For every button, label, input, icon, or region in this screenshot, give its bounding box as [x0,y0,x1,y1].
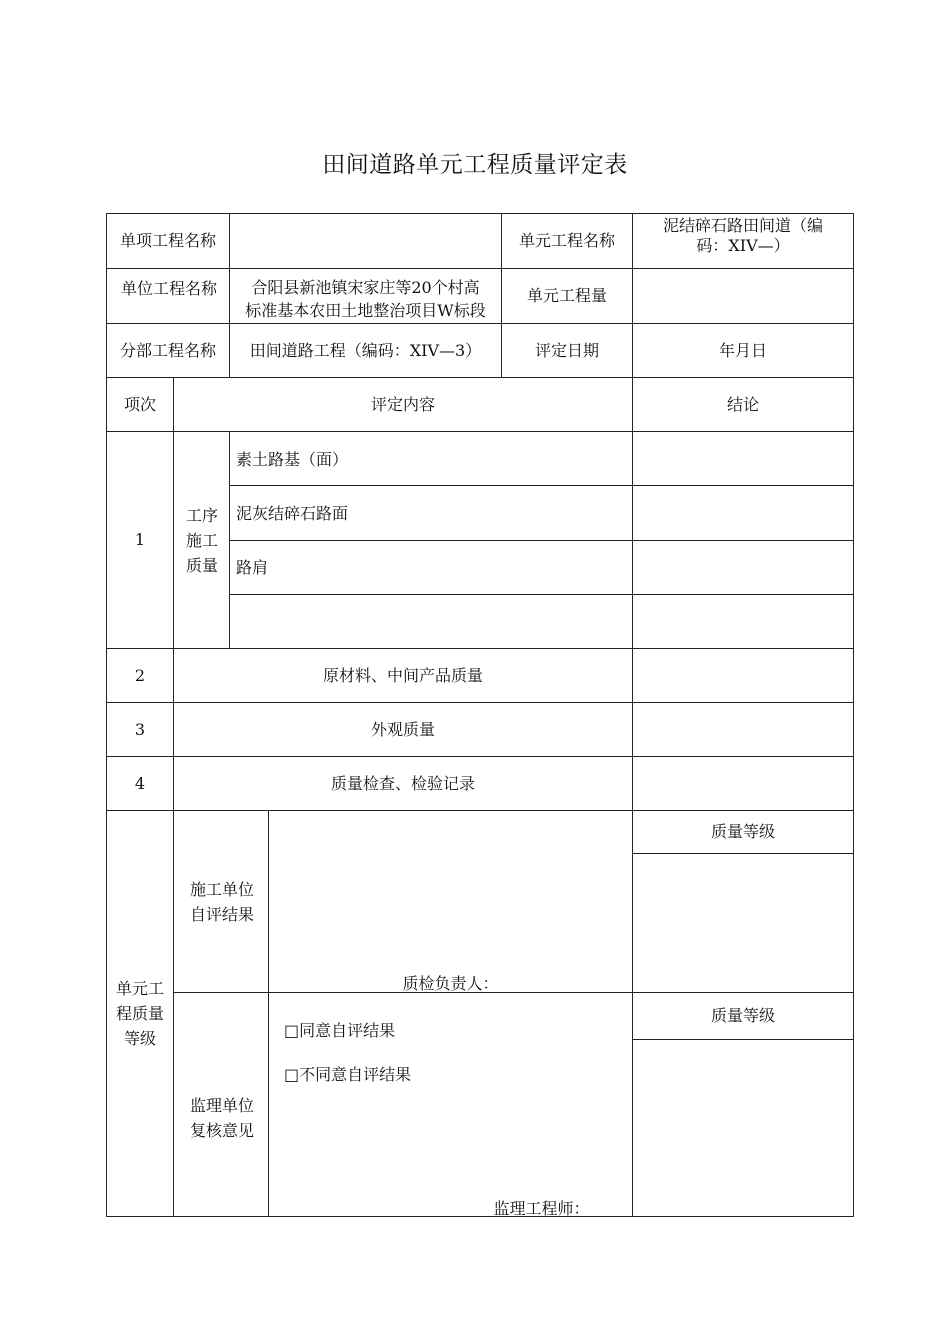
sub-project-value: 田间道路工程（编码：XIV—3） [249,340,482,360]
unit-project-name-text: 泥结碎石路田间道（编码：XIV—） [662,216,823,255]
supervision-review-text: 监理单位复核意见 [189,1095,254,1140]
row-line [632,1039,854,1040]
row4-content: 质量检查、检验记录 [330,773,475,793]
sub-project-label: 分部工程名称 [119,340,216,360]
row3-content: 外观质量 [370,719,435,739]
row3-number: 3 [134,719,146,739]
grade-label-text: 单元工程质量等级 [115,979,164,1048]
unit-quantity-value [633,269,853,323]
quality-level-label-2: 质量等级 [710,1006,775,1025]
construction-self-eval-label [184,811,260,992]
unit-project-name-label: 单元工程名称 [518,231,615,250]
eval-date-value: 年月日 [718,340,767,360]
row1-number: 1 [134,530,146,549]
row2-content: 原材料、中间产品质量 [322,665,483,685]
row-line [229,594,854,595]
row-line [632,853,854,854]
grade-label [112,811,168,1216]
unit-quantity-label: 单元工程量 [526,286,607,305]
item-project-label: 单项工程名称 [119,231,216,250]
item-project-value [230,214,501,268]
row2-number: 2 [134,665,146,685]
unit-name-label: 单位工程名称 [121,279,218,298]
construction-self-eval-text: 施工单位自评结果 [189,879,254,924]
row-line [229,485,854,486]
quality-inspector-sign: 质检负责人： [402,974,499,993]
supervision-engineer-sign: 监理工程师： [493,1199,590,1218]
supervision-review-label [184,993,260,1216]
col-header-item: 项次 [123,394,156,414]
unit-name-value-line1: 合阳县新池镇宋家庄等20个村高 [251,278,480,297]
quality-level-label-1: 质量等级 [710,822,775,841]
eval-date-label: 评定日期 [534,340,599,360]
unit-name-value-line2: 标准基本农田土地整治项目W标段 [245,301,486,320]
row4-number: 4 [134,773,146,793]
page-title: 田间道路单元工程质量评定表 [322,152,628,178]
row1-group-text: 工序施工质量 [185,505,218,575]
row1-group [184,432,220,648]
row-line [229,540,854,541]
col-line [268,810,269,1217]
col-header-content: 评定内容 [370,394,435,414]
option-agree: □同意自评结果 [284,1021,396,1040]
unit-project-name-value [654,214,832,268]
row1-item-2: 泥灰结碎石路面 [236,504,349,523]
col-header-conclusion: 结论 [726,394,759,414]
row1-item-1: 素土路基（面） [236,450,349,469]
col-line [229,431,230,649]
row1-item-3: 路肩 [236,558,269,577]
option-disagree: □不同意自评结果 [284,1065,412,1084]
table-border-right [853,213,854,1217]
